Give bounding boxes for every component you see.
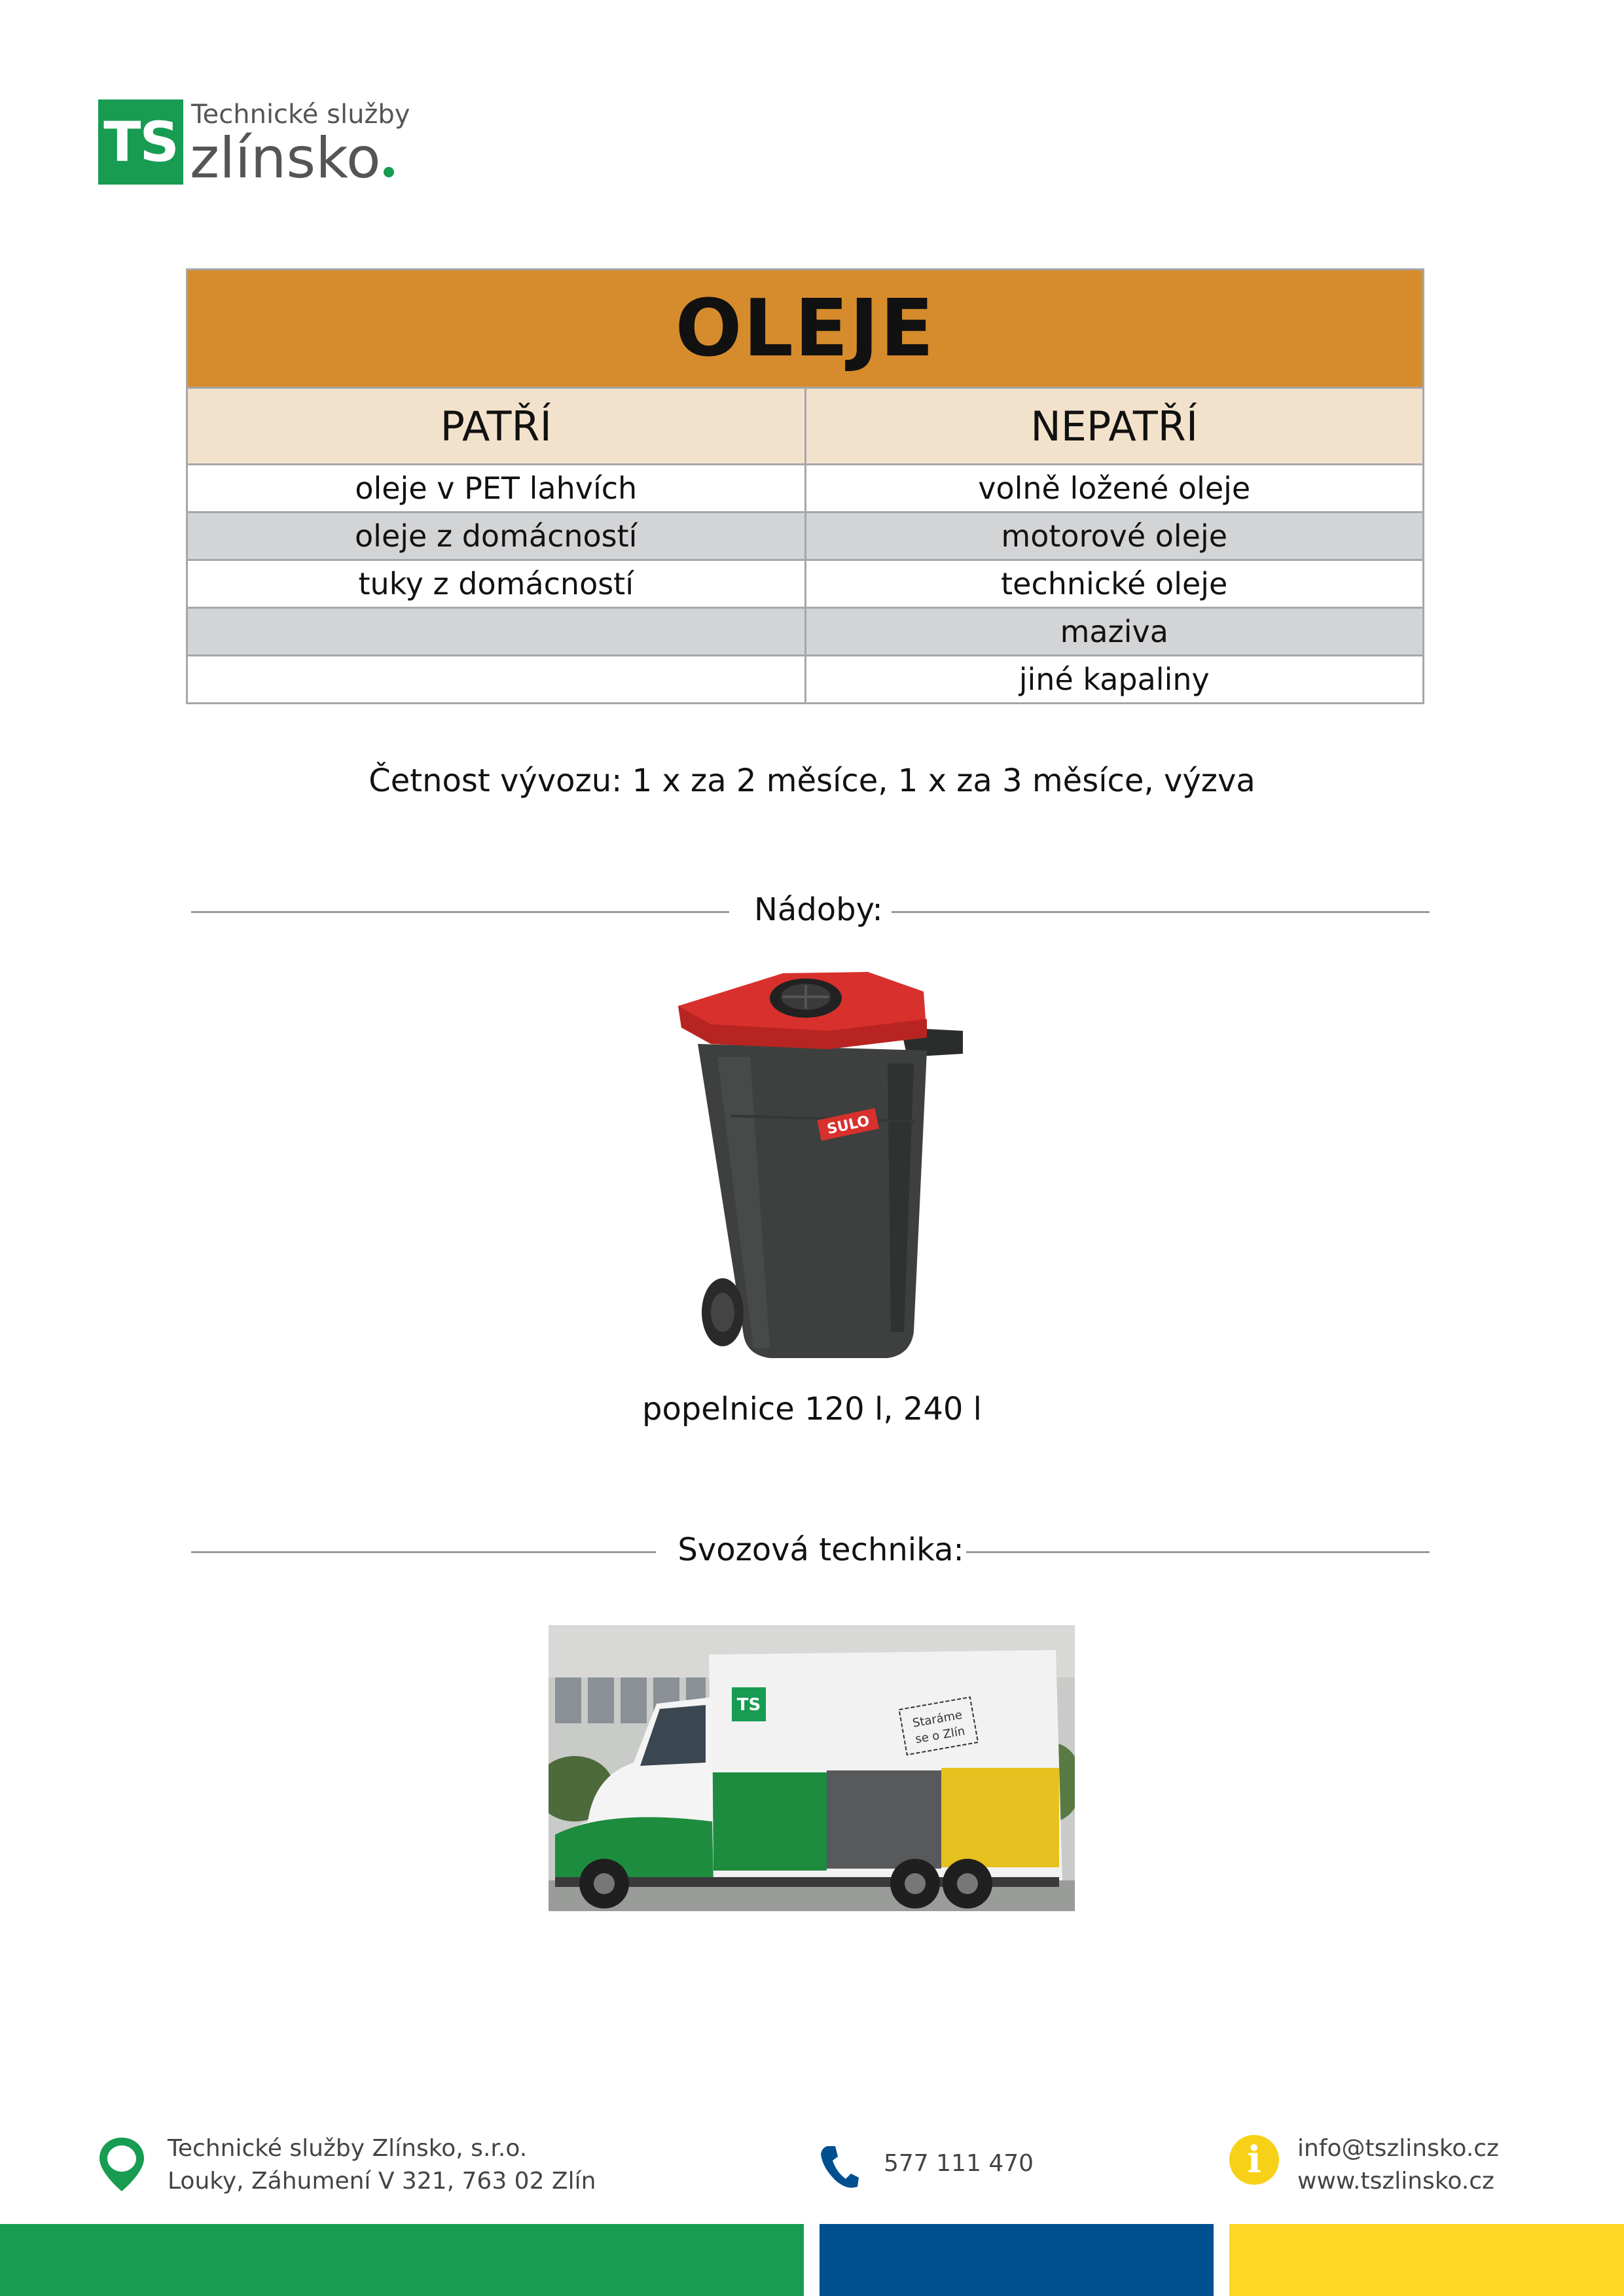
collection-frequency: Četnost vývozu: 1 x za 2 měsíce, 1 x za 3 měsíce, výzva <box>369 762 1255 799</box>
contact-links <box>1297 2132 1499 2198</box>
divider-left <box>191 1551 656 1553</box>
company-address <box>168 2132 596 2198</box>
bin-brand-label: SULO <box>825 1113 871 1138</box>
container-caption: popelnice 120 l, 240 l <box>641 1391 983 1427</box>
not-belongs-cell: maziva <box>805 608 1424 656</box>
belongs-cell: oleje z domácností <box>187 512 806 560</box>
company-name: Technické služby Zlínsko, s.r.o. <box>168 2135 528 2162</box>
logo-wordmark: zlínsko <box>190 126 394 191</box>
header-belongs: PATŘÍ <box>187 388 806 465</box>
street-address: Louky, Záhumení V 321, 763 02 Zlín <box>168 2168 596 2195</box>
not-belongs-cell: jiné kapaliny <box>805 656 1424 704</box>
table-row <box>187 656 1424 704</box>
table-row <box>187 608 1424 656</box>
belongs-cell: tuky z domácností <box>187 560 806 608</box>
location-pin-icon <box>97 2135 147 2194</box>
containers-section-heading <box>191 891 1430 931</box>
containers-heading: Nádoby: <box>754 891 883 928</box>
table-title: OLEJE <box>187 270 1424 388</box>
wheelie-bin-image <box>672 965 969 1371</box>
table-row <box>187 560 1424 608</box>
footer-bar-yellow <box>1229 2224 1624 2296</box>
truck-logo: TS <box>736 1695 761 1715</box>
collection-truck-image <box>549 1625 1075 1911</box>
truck-slogan-line2: se o Zlín <box>914 1724 966 1747</box>
belongs-cell <box>187 656 806 704</box>
table-row <box>187 512 1424 560</box>
logo-mark: TS <box>98 99 183 185</box>
vehicles-heading: Svozová technika: <box>677 1532 964 1568</box>
footer-bar-green <box>0 2224 804 2296</box>
divider-left <box>191 911 729 913</box>
footer-bar-blue <box>820 2224 1214 2296</box>
email-link[interactable]: info@tszlinsko.cz <box>1297 2135 1499 2162</box>
divider-right <box>966 1551 1430 1553</box>
belongs-cell: oleje v PET lahvích <box>187 465 806 512</box>
info-icon: i <box>1229 2135 1279 2185</box>
table-row <box>187 465 1424 512</box>
not-belongs-cell: technické oleje <box>805 560 1424 608</box>
website-link[interactable]: www.tszlinsko.cz <box>1297 2168 1494 2195</box>
not-belongs-cell: volně ložené oleje <box>805 465 1424 512</box>
waste-sorting-table <box>186 268 1424 704</box>
divider-right <box>892 911 1430 913</box>
vehicles-section-heading <box>191 1532 1430 1571</box>
header-not-belongs: NEPATŘÍ <box>805 388 1424 465</box>
phone-number[interactable]: 577 111 470 <box>884 2150 1034 2177</box>
not-belongs-cell: motorové oleje <box>805 512 1424 560</box>
truck-slogan-line1: Staráme <box>911 1708 964 1731</box>
belongs-cell <box>187 608 806 656</box>
logo-tagline: Technické služby <box>191 99 410 130</box>
phone-icon <box>818 2144 860 2191</box>
company-logo <box>98 99 410 191</box>
logo-dot <box>384 167 394 177</box>
